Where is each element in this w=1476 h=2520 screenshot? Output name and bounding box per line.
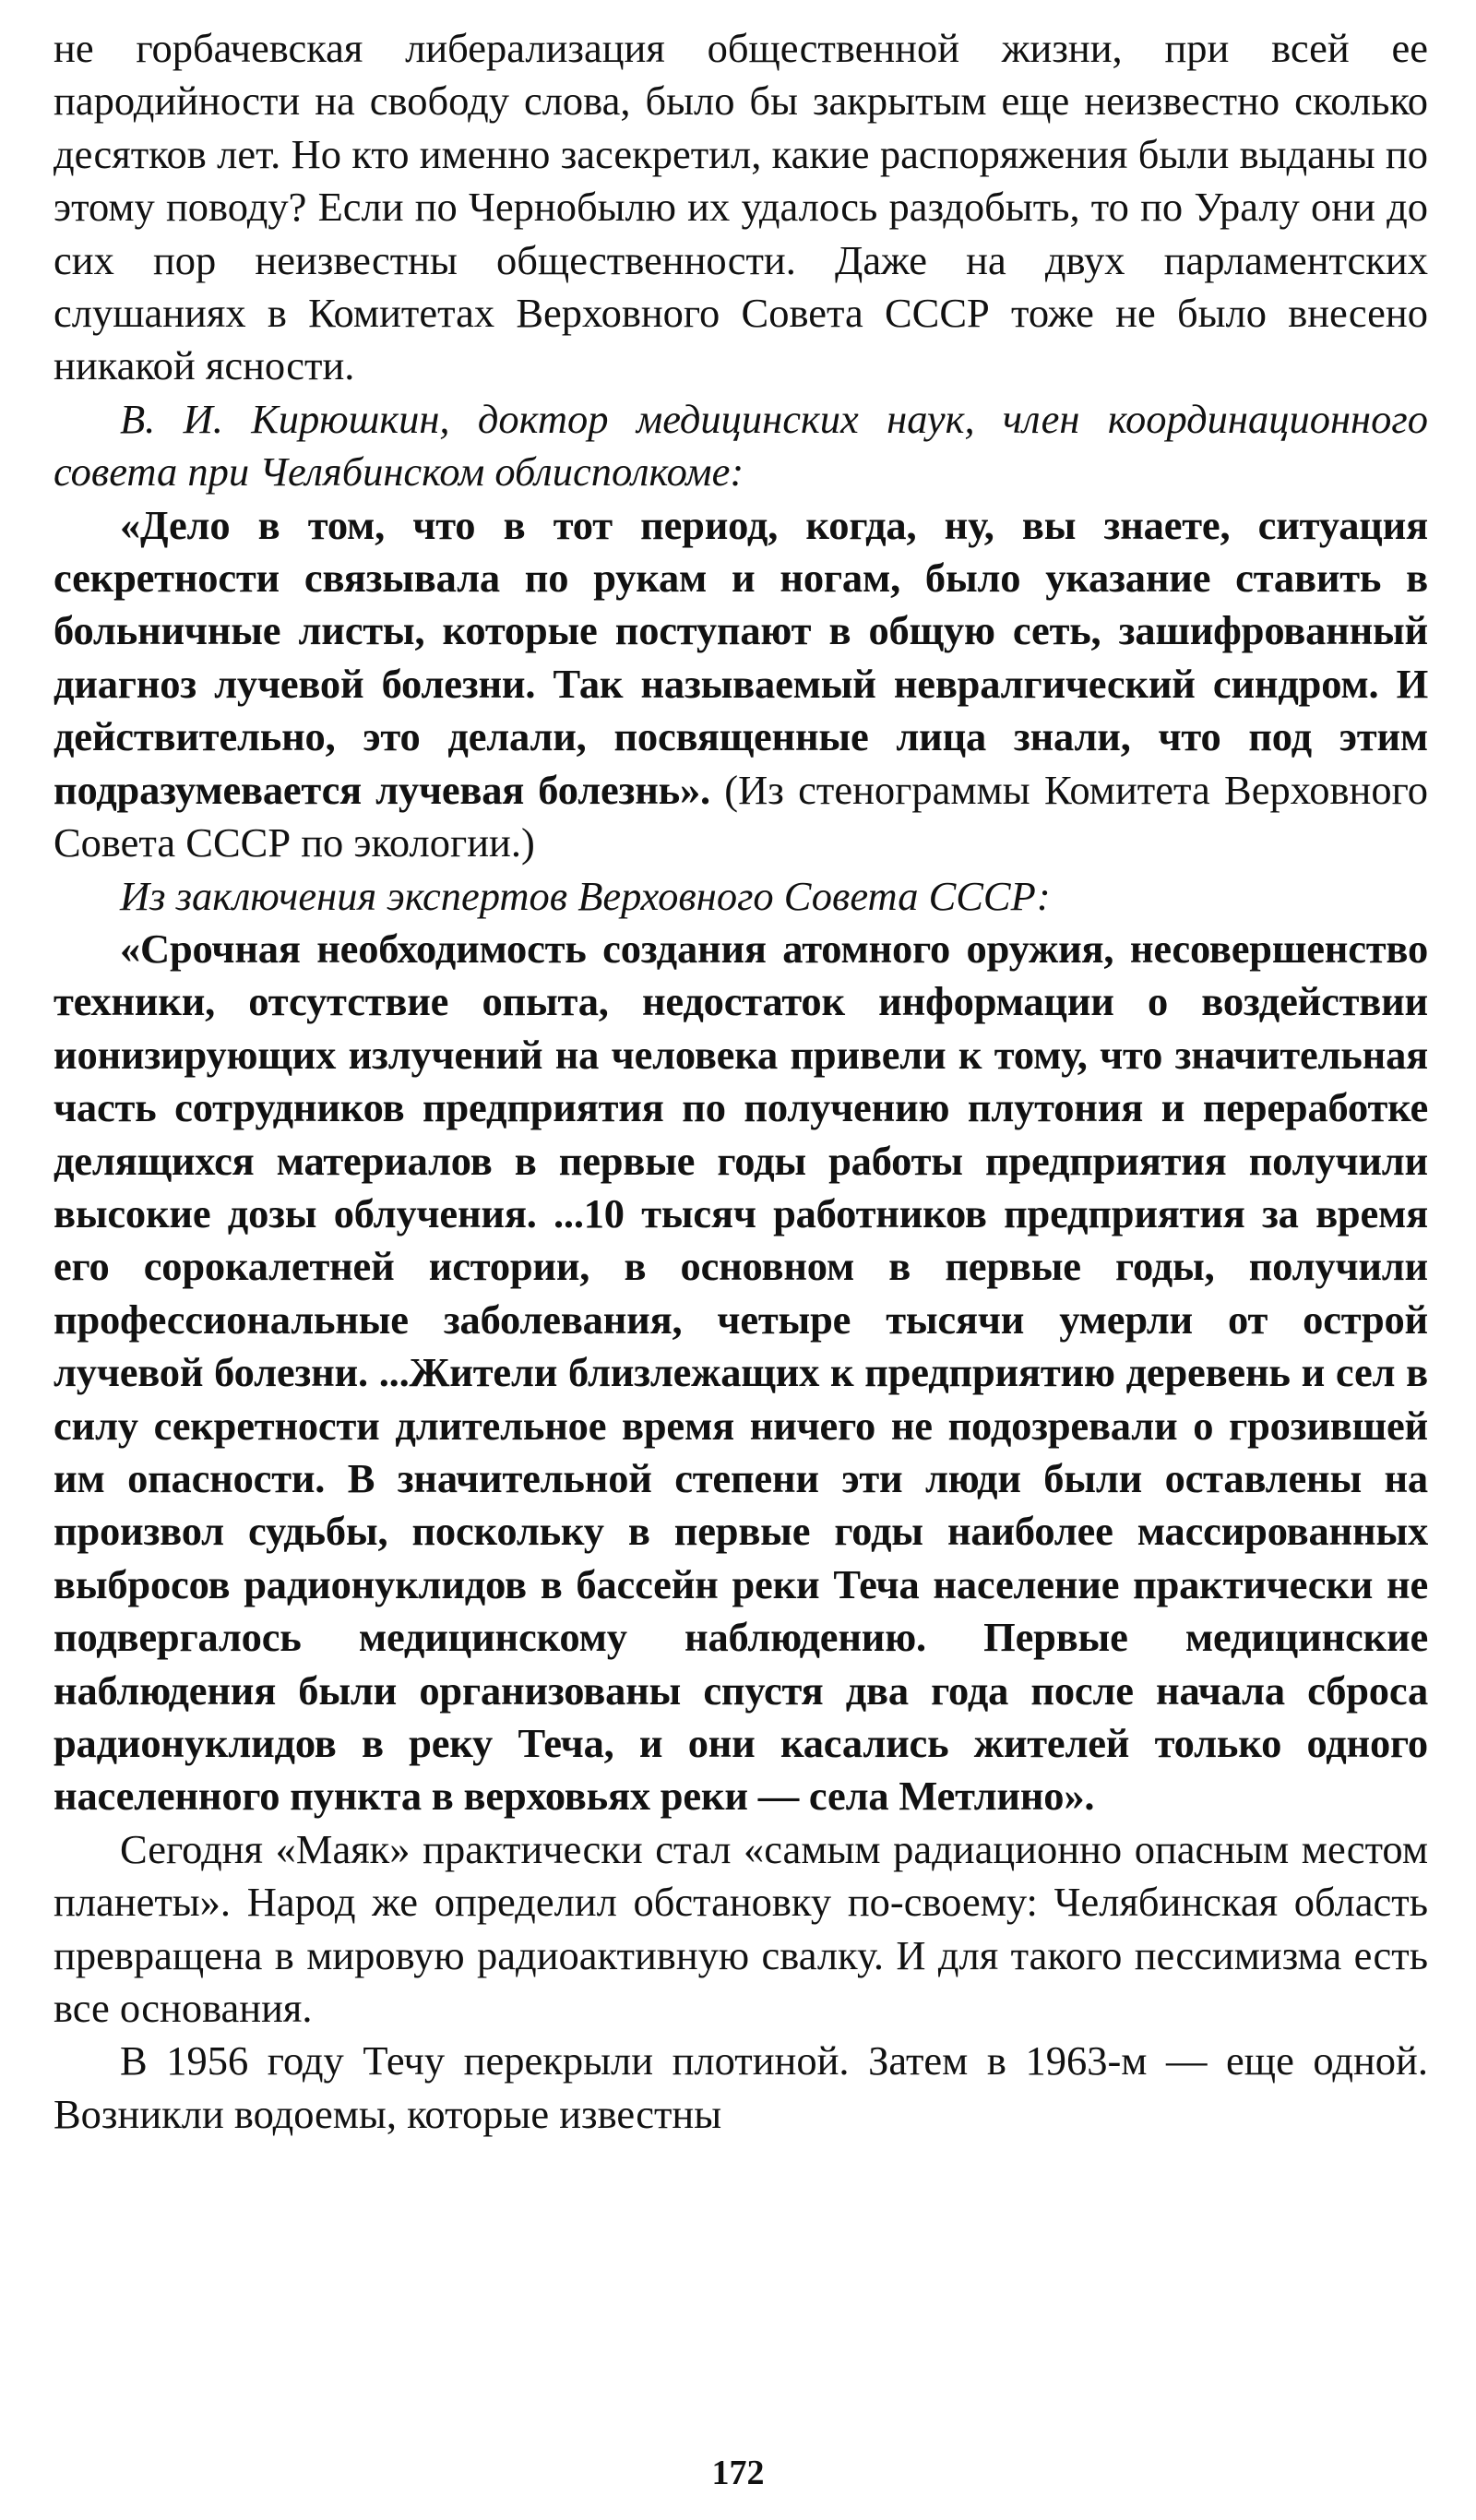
quote-kiryushkin-bold: «Дело в том, что в тот период, когда, ну, вы знаете, ситуация секретности связывала по рукам и ногам, было указание ставить в больничные листы, которые поступают в общую сеть, зашифрованный диагноз лучевой болезни. Так называемый невралгический синдром. И действительно, это делали, посвященные лица знали, что под этим подразумевается лучевая болезнь». [54, 501, 1428, 813]
page-body [54, 22, 1428, 2141]
paragraph-mayak: Сегодня «Маяк» практически стал «самым радиационно опасным местом планеты». Народ же определил обстановку по-своему: Челябинская область превращена в мировую радиоактивную свалку. И для такого пессимизма есть все основания. [54, 1825, 1428, 2032]
quote-kiryushkin-source: (Из стенограммы Комитета Верховного Совета СССР по экологии.) [54, 766, 1428, 866]
paragraph-experts-heading: Из заключения экспертов Верховного Совета СССР: [120, 872, 1051, 919]
paragraph-intro: не горбачевская либерализация общественной жизни, при всей ее пародийности на свободу слова, было бы закрытым еще неизвестно сколько десятков лет. Но кто именно засекретил, какие распоряжения были выданы по этому поводу? Если по Чернобылю их удалось раздобыть, то по Уралу они до сих пор неизвестны общественности. Даже на двух парламентских слушаниях в Комитетах Верховного Совета СССР тоже не было внесено никакой ясности. [54, 25, 1428, 389]
paragraph-experts-quote: «Срочная необходимость создания атомного оружия, несовершенство техники, отсутствие опыта, недостаток информации о воздействии ионизирующих излучений на человека привели к тому, что значительная часть сотрудников предприятия по получению плутония и переработке делящихся материалов в первые годы работы предприятия получили высокие дозы облучения. ...10 тысяч работников предприятия за время его сорокалетней истории, в основном в первые годы, получили профессиональные заболевания, четыре тысячи умерли от острой лучевой болезни. ...Жители близлежащих к предприятию деревень и сел в силу секретности длительное время ничего не подозревали о грозившей им опасности. В значительной степени эти люди были оставлены на произвол судьбы, поскольку в первые годы наиболее массированных выбросов радионуклидов в бассейн реки Теча население практически не подвергалось медицинскому наблюдению. Первые медицинские наблюдения были организованы спустя два года после начала сброса радионуклидов в реку Теча, и они касались жителей только одного населенного пункта в верховьях реки — села Метлино». [54, 925, 1428, 1820]
paragraph-speaker-attribution: В. И. Кирюшкин, доктор медицинских наук, член координационного совета при Челябинском облисполкоме: [54, 395, 1428, 496]
page-number: 172 [711, 2454, 765, 2492]
paragraph-quote-kiryushkin [54, 499, 1428, 870]
paragraph-techa-dam: В 1956 году Течу перекрыли плотиной. Затем в 1963-м — еще одной. Возникли водоемы, которые известны [54, 2037, 1428, 2137]
